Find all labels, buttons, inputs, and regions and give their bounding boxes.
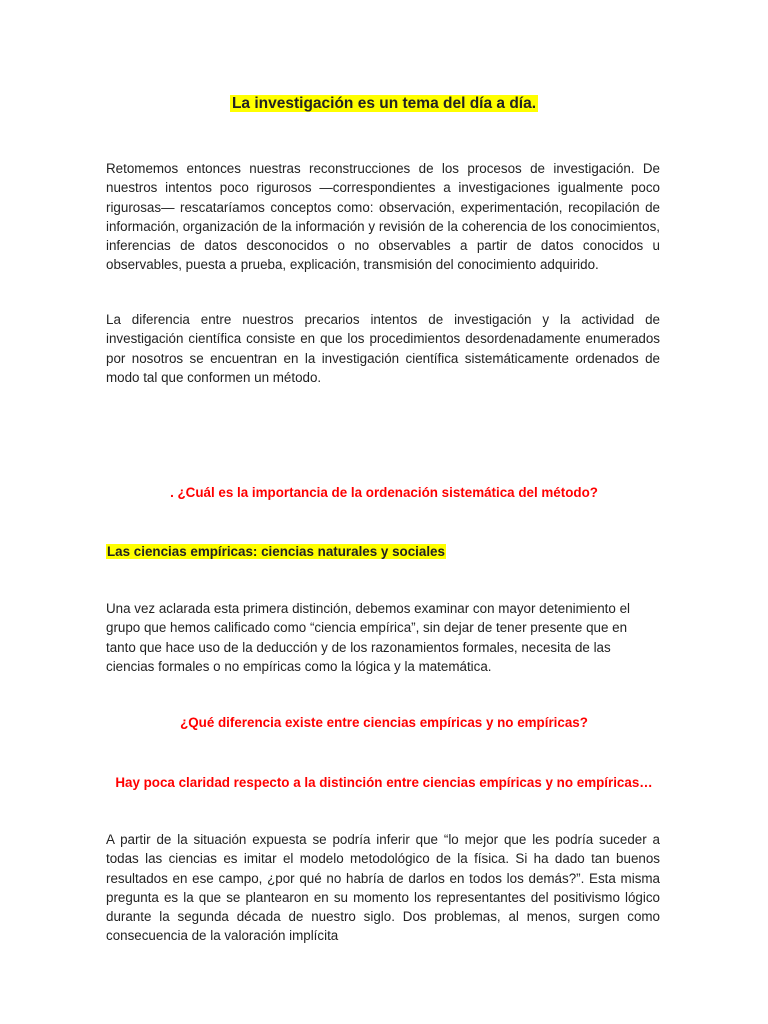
question-difference: ¿Qué diferencia existe entre ciencias empíricas y no empíricas? <box>180 715 588 730</box>
question-importance: . ¿Cuál es la importancia de la ordenación sistemática del método? <box>170 485 598 500</box>
section-heading <box>106 542 446 562</box>
paragraph-4: A partir de la situación expuesta se podría inferir que “lo mejor que les podría suceder a todas las ciencias es imitar el modelo metodológico de la física. Si ha dado tan buenos resultados en ese campo, ¿por qué no habría de darlos en todos los demás?”. Esta misma pregunta es la que se plantearon en su momento los representantes del positivismo lógico durante la segunda década de nuestro siglo. Dos problemas, al menos, surgen como consecuencia de la valoración implícita <box>106 832 660 944</box>
paragraph-2: La diferencia entre nuestros precarios intentos de investigación y la actividad de investigación científica consiste en que los procedimientos desordenadamente enumerados por nosotros se encuentran en la investigación científica sistemáticamente ordenados de modo tal que conformen un método. <box>106 312 660 385</box>
paragraph-1: Retomemos entonces nuestras reconstrucciones de los procesos de investigación. De nuestros intentos poco rigurosos —correspondientes a investigaciones igualmente poco rigurosas— rescataríamos conceptos como: observación, experimentación, recopilación de información, organización de la información y revisión de la coherencia de los conocimientos, inferencias de datos desconocidos o no observables a partir de datos conocidos u observables, puesta a prueba, explicación, transmisión del conocimiento adquirido. <box>106 161 660 273</box>
document-title <box>0 94 768 114</box>
section-heading-text: Las ciencias empíricas: ciencias naturales y sociales <box>107 544 445 559</box>
title-text: La investigación es un tema del día a día. <box>231 95 537 112</box>
paragraph-3: Una vez aclarada esta primera distinción, debemos examinar con mayor detenimiento el grupo que hemos calificado como “ciencia empírica”, sin dejar de tener presente que en tanto que hace uso de la deducción y de los razonamientos formales, necesita de las ciencias formales o no empíricas como la lógica y la matemática. <box>106 601 630 674</box>
statement-clarity: Hay poca claridad respecto a la distinción entre ciencias empíricas y no empíricas… <box>115 775 653 790</box>
